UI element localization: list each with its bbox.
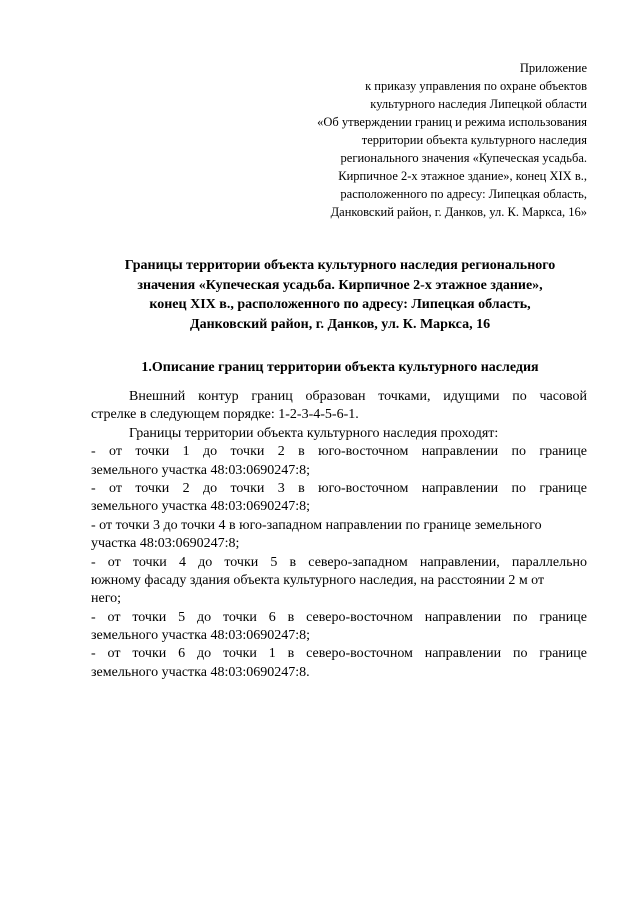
body-line: - от точки 6 до точки 1 в северо-восточном направлении по границе bbox=[91, 646, 587, 662]
body-line: него; bbox=[91, 591, 121, 607]
body-line: - от точки 5 до точки 6 в северо-восточном направлении по границе bbox=[91, 609, 587, 625]
title-line: значения «Купеческая усадьба. Кирпичное 2-х этажное здание», bbox=[137, 277, 543, 293]
appendix-line: Кирпичное 2-х этажное здание», конец XIX в., bbox=[338, 169, 587, 183]
document-title bbox=[70, 256, 610, 334]
body-line: стрелке в следующем порядке: 1-2-3-4-5-6-1. bbox=[91, 407, 359, 423]
body-line: земельного участка 48:03:0690247:8. bbox=[91, 664, 310, 680]
body-line: - от точки 4 до точки 5 в северо-западном направлении, параллельно bbox=[91, 554, 587, 570]
body-line: земельного участка 48:03:0690247:8; bbox=[91, 628, 311, 644]
body-line: - от точки 1 до точки 2 в юго-восточном направлении по границе bbox=[91, 444, 587, 460]
title-line: Данковский район, г. Данков, ул. К. Маркса, 16 bbox=[189, 316, 491, 332]
body-line: - от точки 3 до точки 4 в юго-западном направлении по границе земельного bbox=[91, 517, 542, 533]
body-line: - от точки 2 до точки 3 в юго-восточном направлении по границе bbox=[91, 480, 587, 496]
appendix-line: Данковский район, г. Данков, ул. К. Маркса, 16» bbox=[330, 205, 587, 219]
section-heading: 1.Описание границ территории объекта культурного наследия bbox=[141, 360, 539, 375]
appendix-line: территории объекта культурного наследия bbox=[361, 133, 587, 147]
body-line: Внешний контур границ образован точками, идущими по часовой bbox=[129, 389, 587, 404]
body-line: земельного участка 48:03:0690247:8; bbox=[91, 499, 311, 515]
title-line: конец XIX в., расположенного по адресу: Липецкая область, bbox=[149, 297, 531, 312]
section-body bbox=[91, 388, 587, 682]
appendix-line: Приложение bbox=[519, 61, 587, 75]
appendix-line: расположенного по адресу: Липецкая область, bbox=[340, 187, 587, 201]
body-line: земельного участка 48:03:0690247:8; bbox=[91, 462, 311, 478]
body-line: Границы территории объекта культурного наследия проходят: bbox=[129, 425, 499, 441]
title-line: Границы территории объекта культурного наследия регионального bbox=[124, 258, 556, 273]
appendix-header bbox=[227, 59, 587, 221]
appendix-line: регионального значения «Купеческая усадьба. bbox=[340, 151, 587, 165]
body-line: южному фасаду здания объекта культурного наследия, на расстоянии 2 м от bbox=[91, 572, 545, 588]
body-line: участка 48:03:0690247:8; bbox=[91, 536, 240, 552]
appendix-line: к приказу управления по охране объектов bbox=[365, 79, 587, 93]
appendix-line: культурного наследия Липецкой области bbox=[370, 97, 587, 111]
appendix-line: «Об утверждении границ и режима использования bbox=[317, 115, 587, 129]
